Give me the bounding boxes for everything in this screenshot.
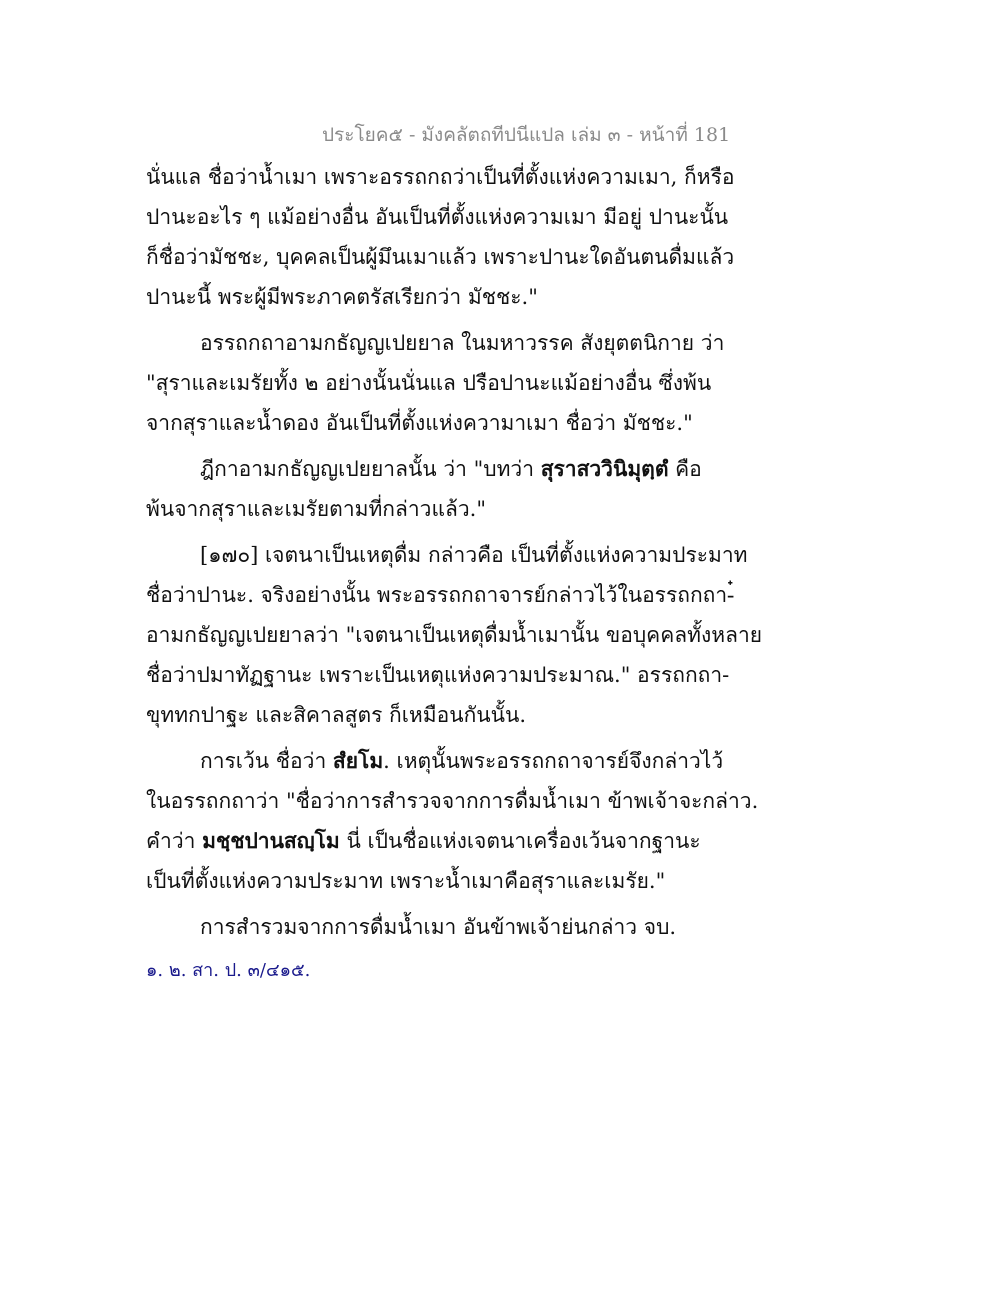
text-line: จากสุราและน้ำดอง อันเป็นที่ตั้งแห่งความาเมา ชื่อว่า มัชชะ." <box>146 411 693 435</box>
text-line: ปานะนี้ พระผู้มีพระภาคตรัสเรียกว่า มัชชะ." <box>146 285 538 309</box>
text-line: นั่นแล ชื่อว่าน้ำเมา เพราะอรรถกถว่าเป็นที่ตั้งแห่งความเมา, ก็หรือ <box>146 165 735 189</box>
bold-term: สุราสววินิมุตฺตํ <box>540 456 669 481</box>
text-line: อรรถกถาอามกธัญญเปยยาล ในมหาวรรค สังยุตตนิกาย ว่า <box>200 331 725 355</box>
text-line: ฎีกาอามกธัญญเปยยาลนั้น ว่า "บทว่า สุราสววินิมุตฺตํ คือ <box>200 456 702 481</box>
text-line: ชื่อว่าปมาทัฏฐานะ เพราะเป็นเหตุแห่งความประมาณ." อรรถกถา- <box>146 663 730 687</box>
text-line: ก็ชื่อว่ามัชชะ, บุคคลเป็นผู้มึนเมาแล้ว เพราะปานะใดอันตนดื่มแล้ว <box>146 245 735 269</box>
text-line: [๑๗๐] เจตนาเป็นเหตุดื่ม กล่าวคือ เป็นที่ตั้งแห่งความประมาท <box>200 543 748 567</box>
text-line: ชื่อว่าปานะ. จริงอย่างนั้น พระอรรถกถาจารย์กล่าวไว้ในอรรถกถา-๋ <box>146 583 735 607</box>
page-header: ประโยค๕ - มังคลัตถทีปนีแปล เล่ม ๓ - หน้าที่ 181 <box>322 124 731 146</box>
text-line: เป็นที่ตั้งแห่งความประมาท เพราะน้ำเมาคือสุราและเมรัย." <box>146 869 666 893</box>
text-line: ในอรรถกถาว่า "ชื่อว่าการสำรวจจากการดื่มน้ำเมา ข้าพเจ้าจะกล่าว. <box>146 789 759 813</box>
body-text <box>146 157 763 947</box>
text-line: การเว้น ชื่อว่า สํยโม. เหตุนั้นพระอรรถกถาจารย์จึงกล่าวไว้ <box>200 748 724 773</box>
text-line: คำว่า มชฺชปานสญฺโม นี่ เป็นชื่อแห่งเจตนาเครื่องเว้นจากฐานะ <box>146 828 701 853</box>
bold-term: มชฺชปานสญฺโม <box>202 828 340 853</box>
text-line: ขุททกปาฐะ และสิคาลสูตร ก็เหมือนกันนั้น. <box>146 703 527 727</box>
text-line: พ้นจากสุราและเมรัยตามที่กล่าวแล้ว." <box>146 497 486 521</box>
text-line: อามกธัญญเปยยาลว่า "เจตนาเป็นเหตุดื่มน้ำเมานั้น ขอบุคคลทั้งหลาย <box>146 623 763 647</box>
text-line: "สุราและเมรัยทั้ง ๒ อย่างนั้นนั่นแล ปรือปานะแม้อย่างอื่น ซึ่งพ้น <box>146 371 712 395</box>
footnote: ๑. ๒. สา. ป. ๓/๔๑๕. <box>146 960 311 981</box>
text-line: การสำรวมจากการดื่มน้ำเมา อันข้าพเจ้าย่นกล่าว จบ. <box>200 915 677 939</box>
bold-term: สํยโม <box>332 748 384 773</box>
text-line: ปานะอะไร ๆ แม้อย่างอื่น อันเป็นที่ตั้งแห่งความเมา มีอยู่ ปานะนั้น <box>146 205 729 229</box>
